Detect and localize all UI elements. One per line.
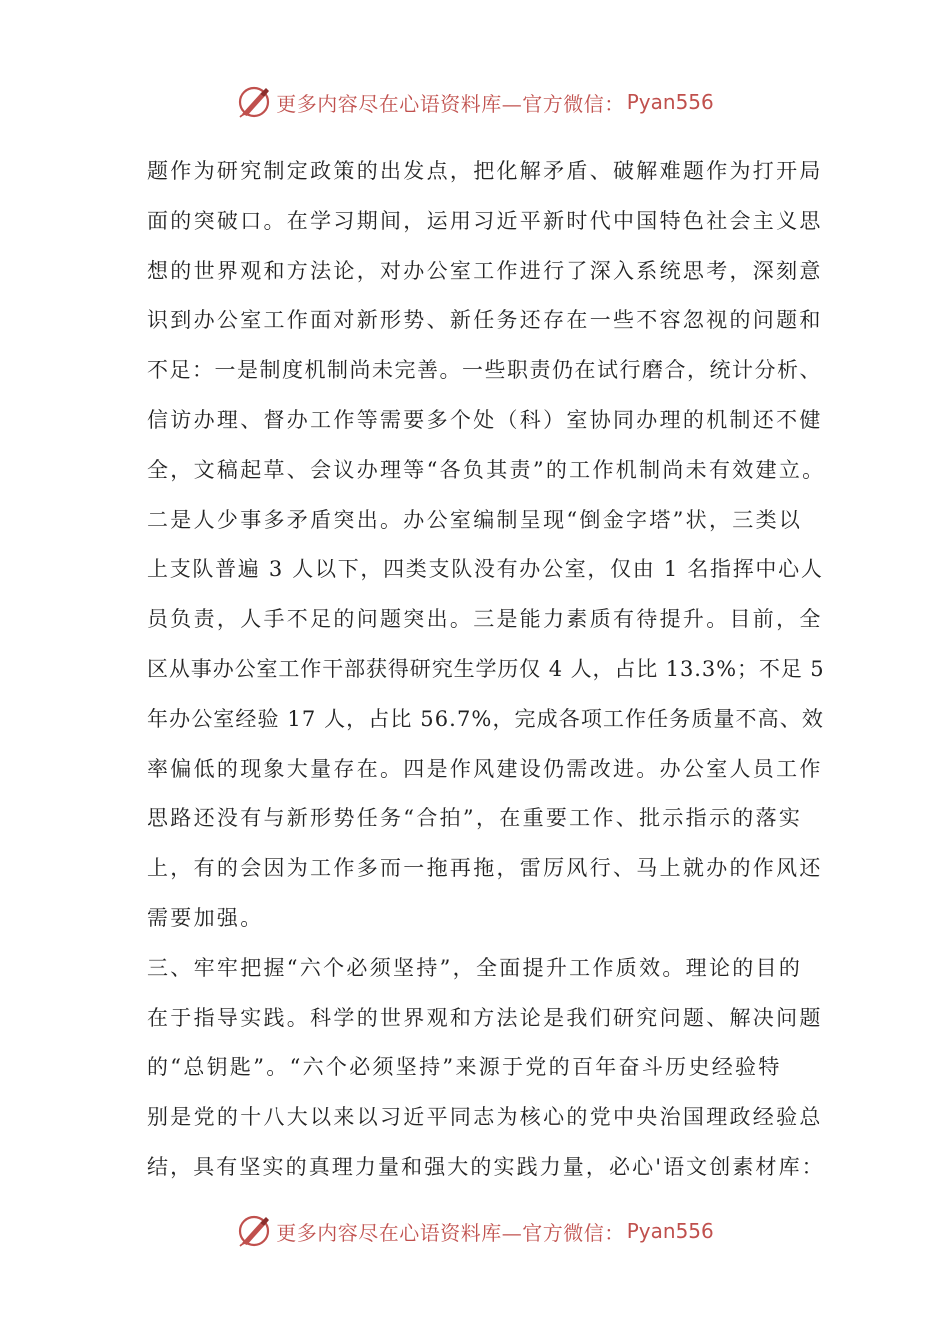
- text-line: 二是人少事多矛盾突出。办公室编制呈现“倒金字塔”状，三类以: [147, 507, 803, 532]
- text-line: 区从事办公室工作干部获得研究生学历仅 4 人，占比 13.3%；不足 5: [147, 656, 825, 681]
- text-line: 面的突破口。在学习期间，运用习近平新时代中国特色社会主义思: [147, 208, 823, 233]
- text-line: 不足：一是制度机制尚未完善。一些职责仍在试行磨合，统计分析、: [147, 358, 822, 383]
- pen-logo-icon: [236, 84, 272, 120]
- text-line: 信访办理、督办工作等需要多个处（科）室协同办理的机制还不健: [147, 407, 823, 432]
- text-line: 员负责，人手不足的问题突出。三是能力素质有待提升。目前，全: [147, 607, 823, 632]
- header-watermark-id: Pyan556: [626, 90, 714, 114]
- text-line: 全，文稿起草、会议办理等“各负其责”的工作机制尚未有效建立。: [147, 457, 826, 482]
- text-line: 题作为研究制定政策的出发点，把化解矛盾、破解难题作为打开局: [147, 159, 823, 183]
- header-watermark-text: 更多内容尽在心语资料库—官方微信：: [276, 91, 625, 116]
- text-line: 识到办公室工作面对新形势、新任务还存在一些不容忽视的问题和: [147, 308, 823, 333]
- pen-logo-icon: [236, 1213, 272, 1249]
- text-line: 的“总钥匙”。“六个必须坚持”来源于党的百年奋斗历史经验特: [147, 1055, 782, 1080]
- text-line: 率偏低的现象大量存在。四是作风建设仍需改进。办公室人员工作: [147, 756, 823, 781]
- text-line: 年办公室经验 17 人，占比 56.7%，完成各项工作任务质量不高、效: [147, 706, 824, 731]
- footer-watermark-banner: [0, 1211, 950, 1251]
- text-line: 思路还没有与新形势任务“合拍”，在重要工作、批示指示的落实: [147, 806, 803, 831]
- document-body-text: [147, 147, 827, 1193]
- text-line: 三、牢牢把握“六个必须坚持”，全面提升工作质效。理论的目的: [147, 955, 803, 980]
- text-line: 需要加强。: [147, 905, 264, 930]
- text-line: 想的世界观和方法论，对办公室工作进行了深入系统思考，深刻意: [147, 258, 823, 283]
- text-line: 上支队普遍 3 人以下，四类支队没有办公室，仅由 1 名指挥中心人: [147, 557, 824, 582]
- text-line: 在于指导实践。科学的世界观和方法论是我们研究问题、解决问题: [147, 1005, 823, 1030]
- text-line: 上，有的会因为工作多而一拖再拖，雷厉风行、马上就办的作风还: [147, 856, 823, 881]
- text-line: 别是党的十八大以来以习近平同志为核心的党中央治国理政经验总: [147, 1105, 823, 1130]
- footer-watermark-id: Pyan556: [626, 1219, 714, 1243]
- header-watermark-banner: [0, 82, 950, 122]
- text-line: 结，具有坚实的真理力量和强大的实践力量，必心'语文创素材库：: [147, 1154, 825, 1179]
- footer-watermark-text: 更多内容尽在心语资料库—官方微信：: [276, 1220, 625, 1245]
